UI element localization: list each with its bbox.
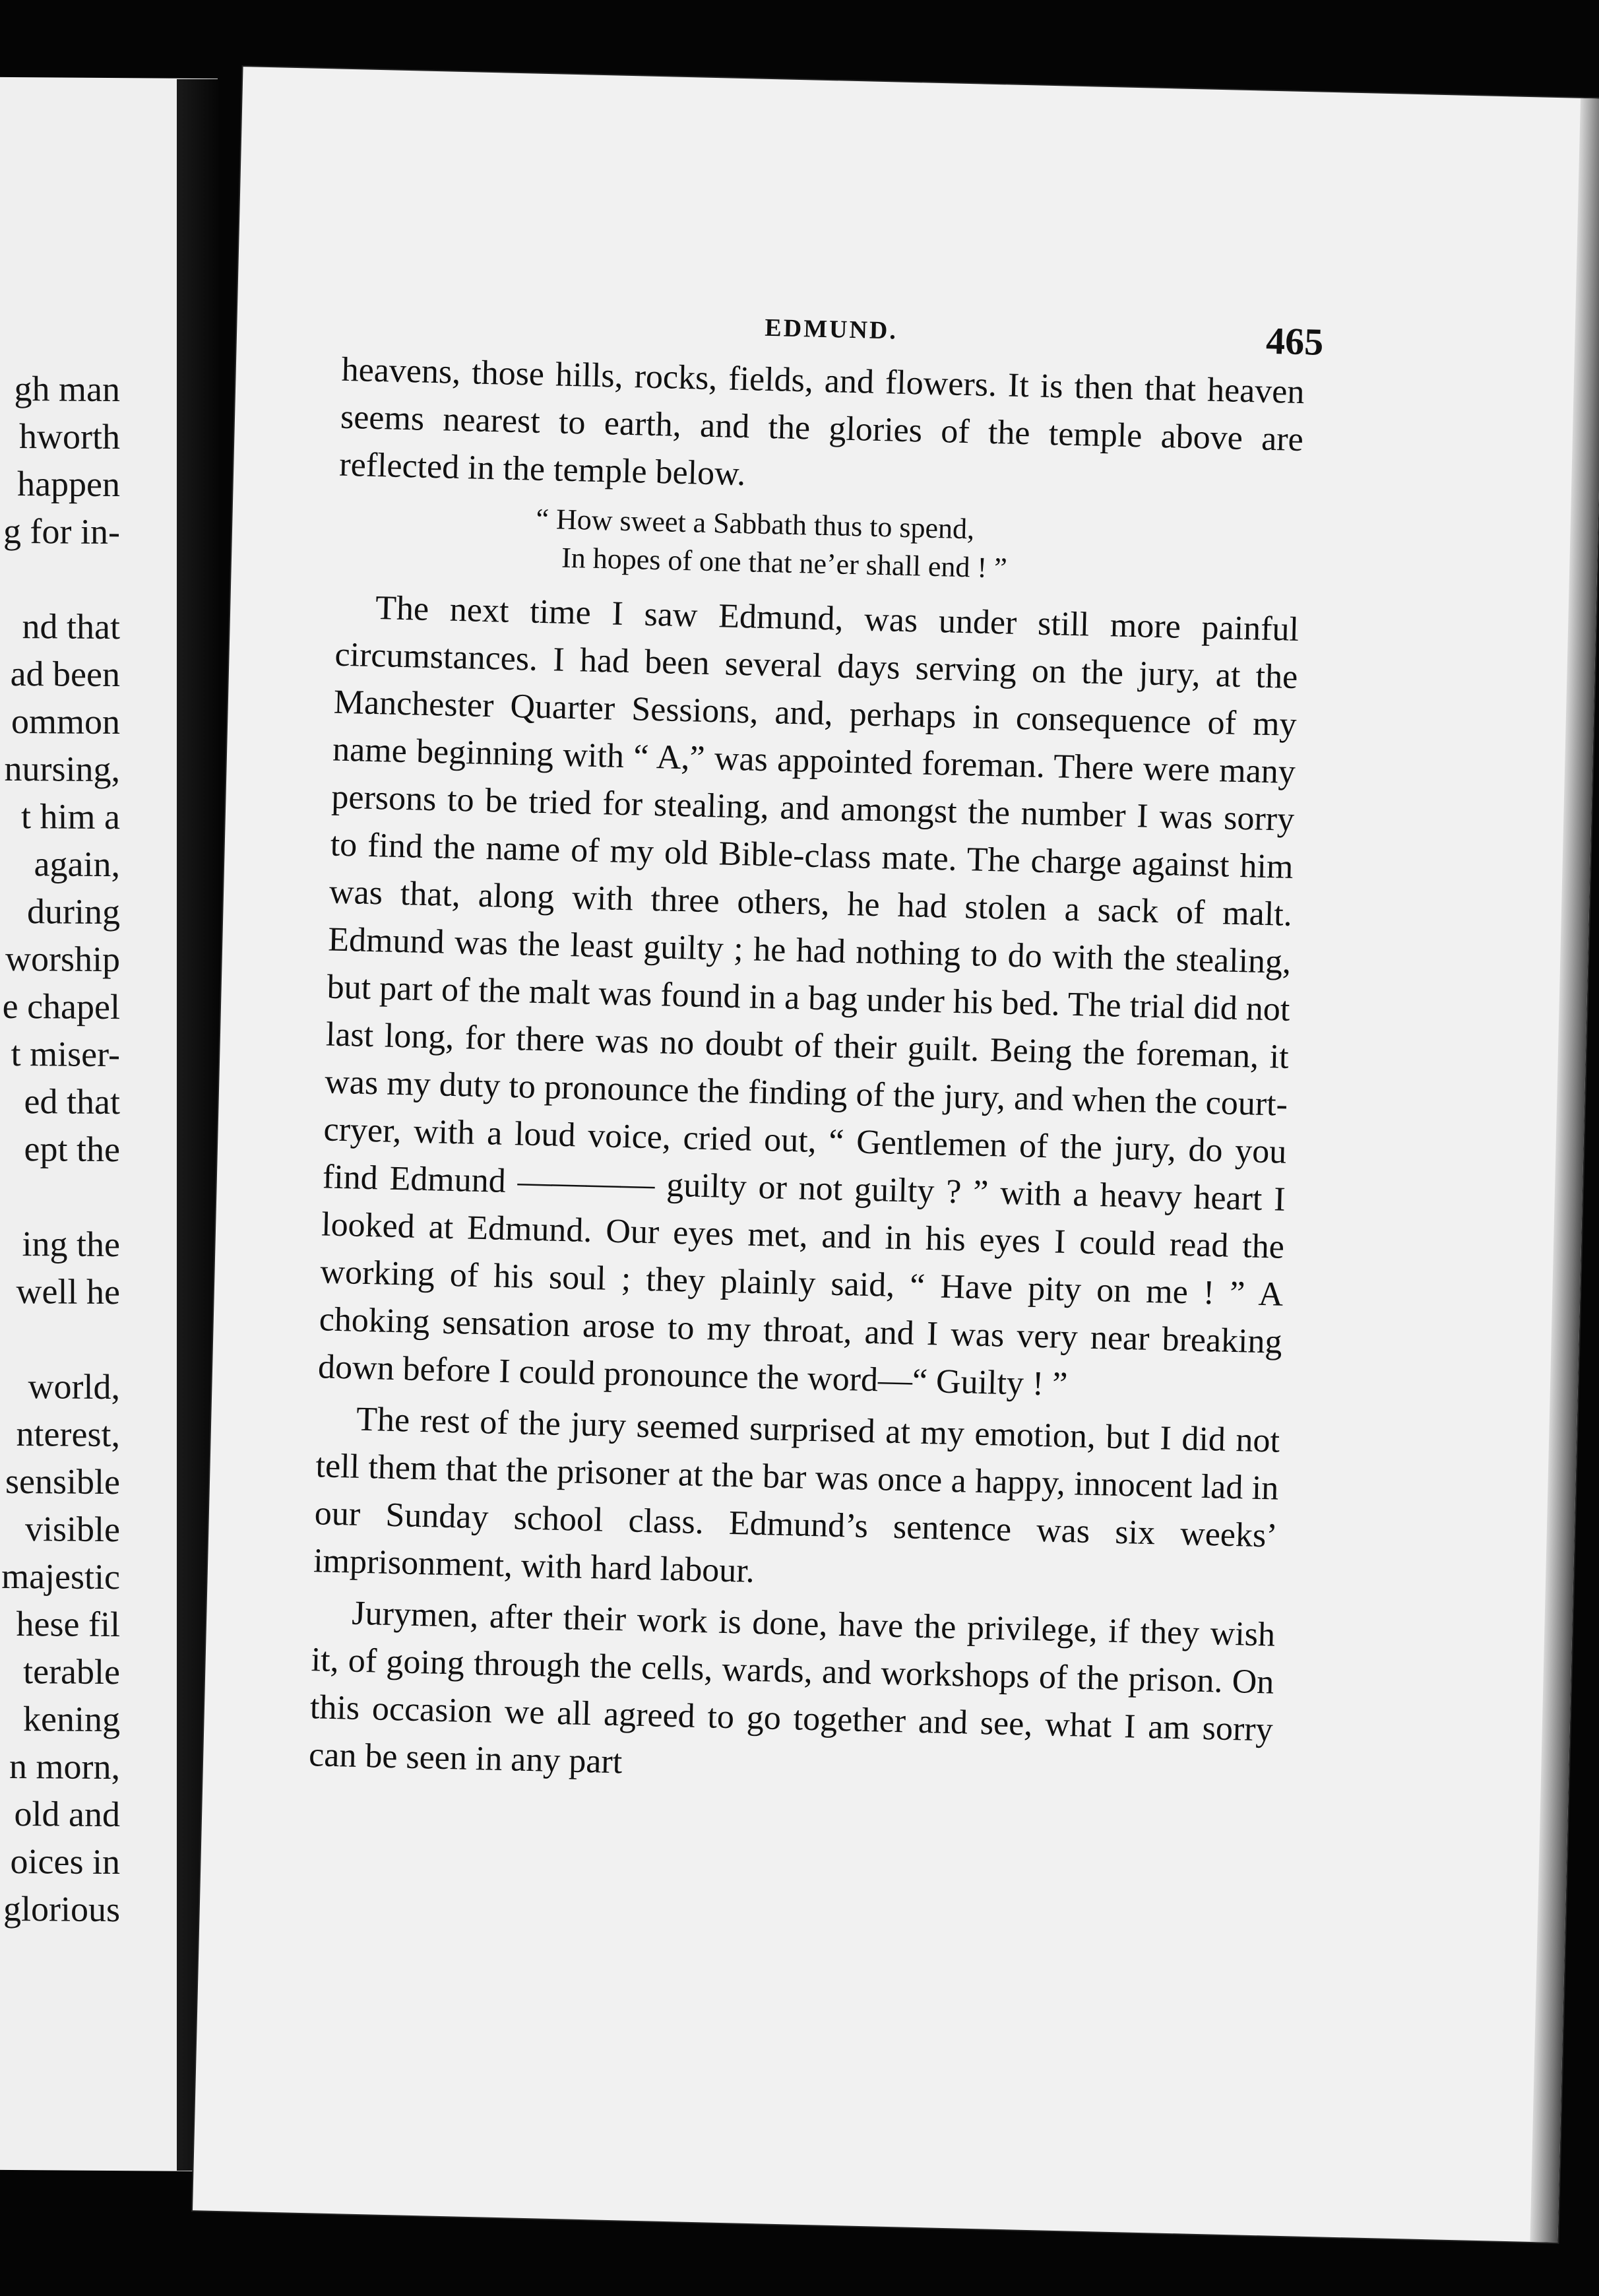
book-page bbox=[193, 67, 1599, 2243]
paragraph: The next time I saw Edmund, was under still more painful circumstances. I had been several days serving on the jury, at the Manchester Quarter Sessions, and, perhaps in consequence of my name beginning with “ A,” was appointed foreman. There were many persons to be tried for stealing, and amongst the number I was sorry to find the name of my old Bible-class mate. The charge against him was that, along with three others, he had stolen a sack of malt. Edmund was the least guilty ; he had nothing to do with the stealing, but part of the malt was found in a bag under his bed. The trial did not last long, for there was no doubt of their guilt. Being the foreman, it was my duty to pronounce the finding of the jury, and when the court-cryer, with a loud voice, cried out, “ Gentlemen of the jury, do you find Edmund ———— guilty or not guilty ? ” with a heavy heart I looked at Edmund. Our eyes met, and in his eyes I could read the working of his soul ; they plainly said, “ Have pity on me ! ” A choking sensation arose to my throat, and I was very near breaking down before I could pronounce the word—“ Guilty ! ” bbox=[317, 589, 1300, 1404]
facing-page-line: ommon bbox=[11, 701, 120, 742]
facing-page-line: hworth bbox=[19, 416, 120, 457]
facing-page-line: happen bbox=[17, 464, 120, 505]
facing-page-line: ept the bbox=[24, 1129, 120, 1170]
verse-line: In hopes of one that ne’er shall end ! ” bbox=[561, 541, 1008, 585]
facing-page-line: hese fil bbox=[16, 1604, 120, 1645]
facing-page-line: well he bbox=[16, 1271, 120, 1312]
facing-page-line: e chapel bbox=[2, 986, 120, 1027]
paragraph: Jurymen, after their work is done, have the privilege, if they wish it, of going through the cells, wards, and workshops of the prison. On this occasion we all agreed to go together and see, what I am sorry can be seen in any part bbox=[308, 1594, 1276, 1781]
facing-page-line: glorious bbox=[3, 1888, 120, 1930]
facing-page-line: nd that bbox=[22, 606, 120, 647]
running-title: EDMUND. bbox=[764, 313, 898, 345]
facing-page-line: visible bbox=[25, 1509, 120, 1550]
paragraph-continuation: heavens, those hills, rocks, fields, and flowers. It is then that heaven seems nearest to earth, and the glories of the temple above are reflected in the temple below. bbox=[338, 350, 1305, 494]
page-number: 465 bbox=[1265, 319, 1324, 364]
facing-page-line: sensible bbox=[5, 1461, 120, 1502]
facing-page-line: gh man bbox=[14, 368, 120, 410]
paragraph: The rest of the jury seemed surprised at my emotion, but I did not tell them that the prisoner at the bar was once a happy, innocent lad in our Sunday school class. Edmund’s sentence was six weeks’ imprisonment, with hard labour. bbox=[313, 1400, 1280, 1590]
facing-page-line: n morn, bbox=[9, 1746, 120, 1787]
facing-page-line: ing the bbox=[22, 1224, 120, 1265]
facing-page-line: nterest, bbox=[16, 1414, 120, 1455]
facing-page-line: g for in- bbox=[3, 511, 120, 552]
facing-page-line: majestic bbox=[1, 1556, 120, 1597]
facing-page-line: ad been bbox=[10, 653, 120, 695]
facing-page-line: world, bbox=[28, 1366, 120, 1407]
facing-page-line: oices in bbox=[10, 1841, 120, 1882]
body-text bbox=[308, 346, 1305, 1806]
facing-page-line: t miser- bbox=[11, 1033, 120, 1075]
facing-page-line: kening bbox=[23, 1699, 120, 1740]
facing-page-line: worship bbox=[5, 938, 120, 980]
facing-page-line: ed that bbox=[24, 1081, 120, 1122]
facing-page-line: nursing, bbox=[4, 748, 120, 790]
facing-page-line: t him a bbox=[21, 796, 120, 837]
verse-line: “ How sweet a Sabbath thus to spend, bbox=[535, 502, 975, 546]
verse-quote bbox=[337, 495, 1301, 594]
facing-page-line: terable bbox=[23, 1651, 120, 1692]
facing-page-line: during bbox=[27, 891, 120, 932]
facing-page-line: again, bbox=[34, 844, 120, 885]
facing-page-line: old and bbox=[14, 1793, 120, 1835]
